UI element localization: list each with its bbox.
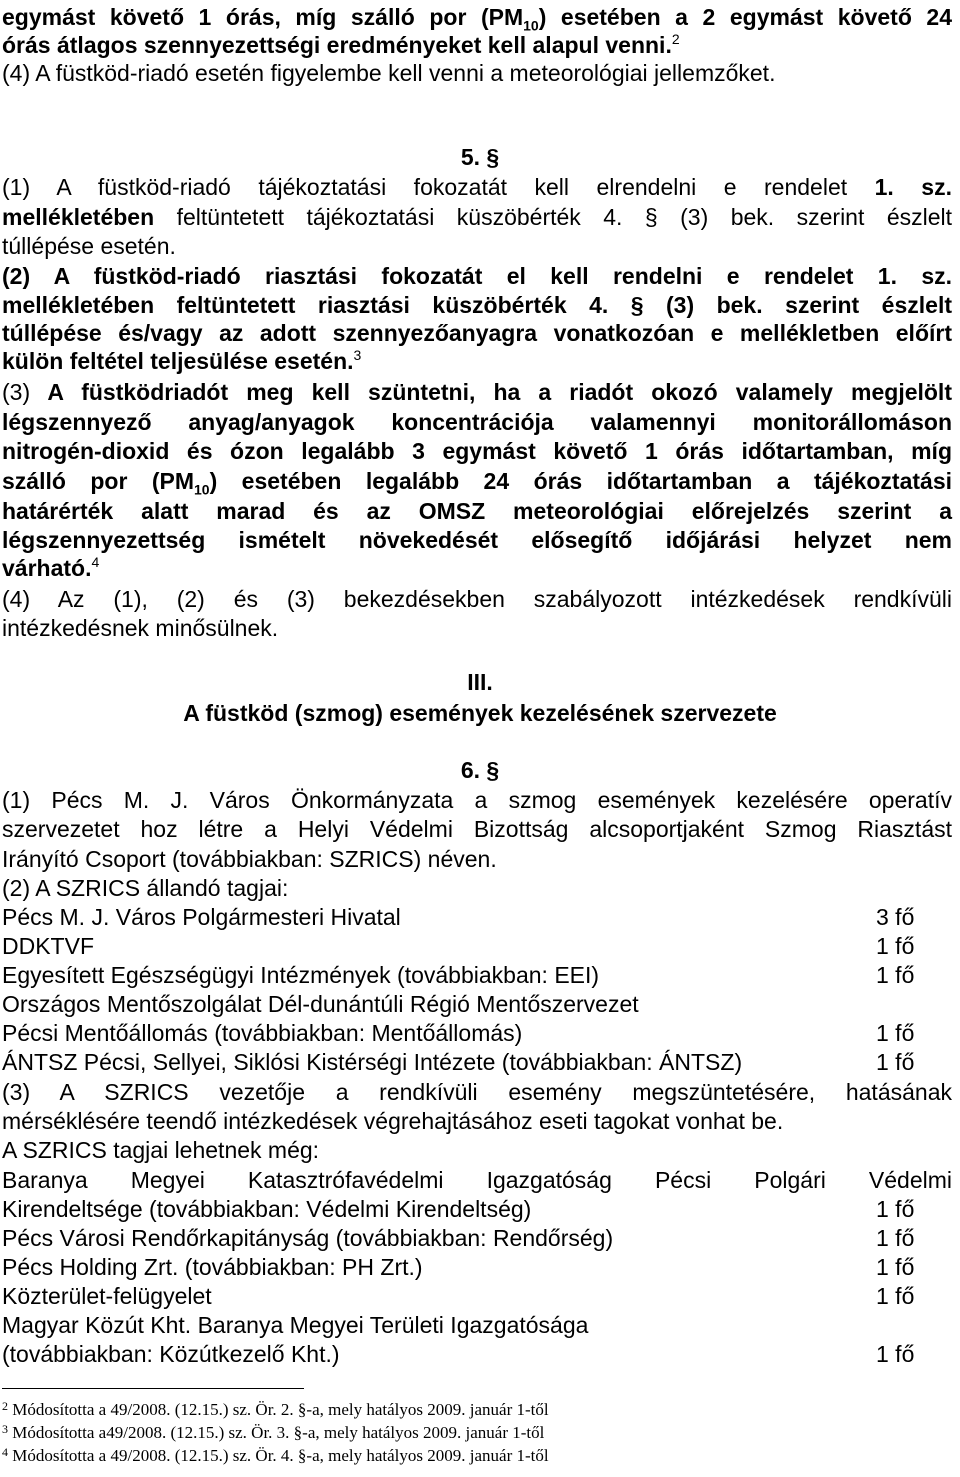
text-line: túllépése és/vagy az adott szennyezőanyagra vonatkozóan e mellékletben előírt	[2, 320, 952, 346]
text-line: mérséklésére teendő intézkedések végrehajtásához eseti tagokat vonhat be.	[2, 1108, 784, 1134]
member-row: Közterület-felügyelet 1 fő	[2, 1283, 915, 1309]
text-line: nitrogén-dioxid és ózon legalább 3 egymást követő 1 órás időtartamban, míg	[2, 438, 952, 464]
text-line: (4) Az (1), (2) és (3) bekezdésekben szabályozott intézkedések rendkívüli	[2, 586, 952, 612]
footnote-ref: 4	[91, 554, 100, 570]
member-row: ÁNTSZ Pécsi, Sellyei, Siklósi Kistérségi Intézete (továbbiakban: ÁNTSZ) 1 fő	[2, 1049, 915, 1075]
chapter-numeral: III.	[467, 669, 493, 695]
text-line: órás átlagos szennyezettségi eredményeket kell alapul venni.$^2$	[2, 31, 680, 58]
member-row: Kirendeltsége (továbbiakban: Védelmi Kirendeltség) 1 fő	[2, 1196, 915, 1222]
text-line: (1) A füstköd-riadó tájékoztatási fokozatát kell elrendelni e rendelet 1. sz.	[2, 174, 952, 200]
footnote-ref: 3	[353, 347, 362, 363]
text-line: mellékletében feltüntetett tájékoztatási küszöbérték 4. § (3) bek. szerint észlelt	[2, 204, 953, 230]
member-row: Egyesített Egészségügyi Intézmények (továbbiakban: EEI) 1 fő	[2, 962, 915, 988]
member-row: Országos Mentőszolgálat Dél-dunántúli Régió Mentőszervezet	[2, 991, 639, 1017]
text-line: (1) Pécs M. J. Város Önkormányzata a szmog események kezelésére operatív	[2, 787, 952, 813]
text-line: túllépése esetén.	[2, 233, 176, 259]
member-row: Pécs Holding Zrt. (továbbiakban: PH Zrt.) 1 fő	[2, 1254, 915, 1280]
text-line: várható.$^4$	[2, 554, 100, 581]
footnote: $^4$ Módosította a 49/2008. (12.15.) sz. Ör. 4. §-a, mely hatályos 2009. január 1-től	[2, 1445, 549, 1465]
chapter-title: A füstköd (szmog) események kezelésének szervezete	[183, 700, 777, 726]
text-line: Irányító Csoport (továbbiakban: SZRICS) néven.	[2, 846, 497, 872]
footnote-ref: 2	[671, 31, 680, 47]
footnote: $^2$ Módosította a 49/2008. (12.15.) sz. Ör. 2. §-a, mely hatályos 2009. január 1-től	[2, 1399, 549, 1419]
text-line: légszennyezettség ismételt növekedését elősegítő időjárási helyzet nem	[2, 527, 952, 553]
text-line: mellékletében feltüntetett riasztási küszöbérték 4. § (3) bek. szerint észlelt	[2, 292, 952, 318]
text-line: Baranya Megyei Katasztrófavédelmi Igazgatóság Pécsi Polgári Védelmi	[2, 1167, 952, 1193]
text-line: szálló por $(PM_{10})$ esetében legalább 24 órás időtartamban a tájékoztatási	[2, 468, 952, 498]
text-line: külön feltétel teljesülése esetén.$^3$	[2, 347, 362, 374]
member-row: (továbbiakban: Közútkezelő Kht.) 1 fő	[2, 1341, 915, 1367]
text-line: A SZRICS tagjai lehetnek még:	[2, 1137, 320, 1163]
text-line: (2) A füstköd-riadó riasztási fokozatát el kell rendelni e rendelet 1. sz.	[2, 263, 952, 289]
member-row: DDKTVF 1 fő	[2, 933, 915, 959]
member-row: Pécs M. J. Város Polgármesteri Hivatal 3 fő	[2, 904, 915, 930]
text-line: légszennyező anyag/anyagok koncentrációja valamennyi monitorállomáson	[2, 409, 952, 435]
section-heading: 6. §	[460, 757, 500, 783]
section-heading: 5. §	[460, 144, 500, 170]
text-line: intézkedésnek minősülnek.	[2, 615, 279, 641]
footnote: $^3$ Módosította a49/2008. (12.15.) sz. Ör. 3. §-a, mely hatályos 2009. január 1-től	[2, 1422, 545, 1442]
member-row: Pécs Városi Rendőrkapitányság (továbbiakban: Rendőrség) 1 fő	[2, 1225, 915, 1251]
text-line: határérték alatt marad és az OMSZ meteorológiai előrejelzés szerint a	[2, 498, 952, 524]
text-line: egymást követő 1 órás, míg szálló por $(PM_{10})$ esetében a 2 egymást követő 24	[2, 4, 952, 34]
text-line: (2) A SZRICS állandó tagjai:	[2, 875, 289, 901]
text-line: (3) A SZRICS vezetője a rendkívüli esemény megszüntetésére, hatásának	[2, 1079, 952, 1105]
text-line: szervezetet hoz létre a Helyi Védelmi Bizottság alcsoportjaként Szmog Riasztást	[2, 816, 952, 842]
member-row: Magyar Közút Kht. Baranya Megyei Területi Igazgatósága	[2, 1312, 589, 1338]
text-line: (3) A füstködriadót meg kell szüntetni, ha a riadót okozó valamely megjelölt	[2, 379, 952, 405]
member-row: Pécsi Mentőállomás (továbbiakban: Mentőállomás) 1 fő	[2, 1020, 915, 1046]
text-line: (4) A füstköd-riadó esetén figyelembe kell venni a meteorológiai jellemzőket.	[2, 60, 776, 86]
footnote-divider	[2, 1388, 304, 1389]
